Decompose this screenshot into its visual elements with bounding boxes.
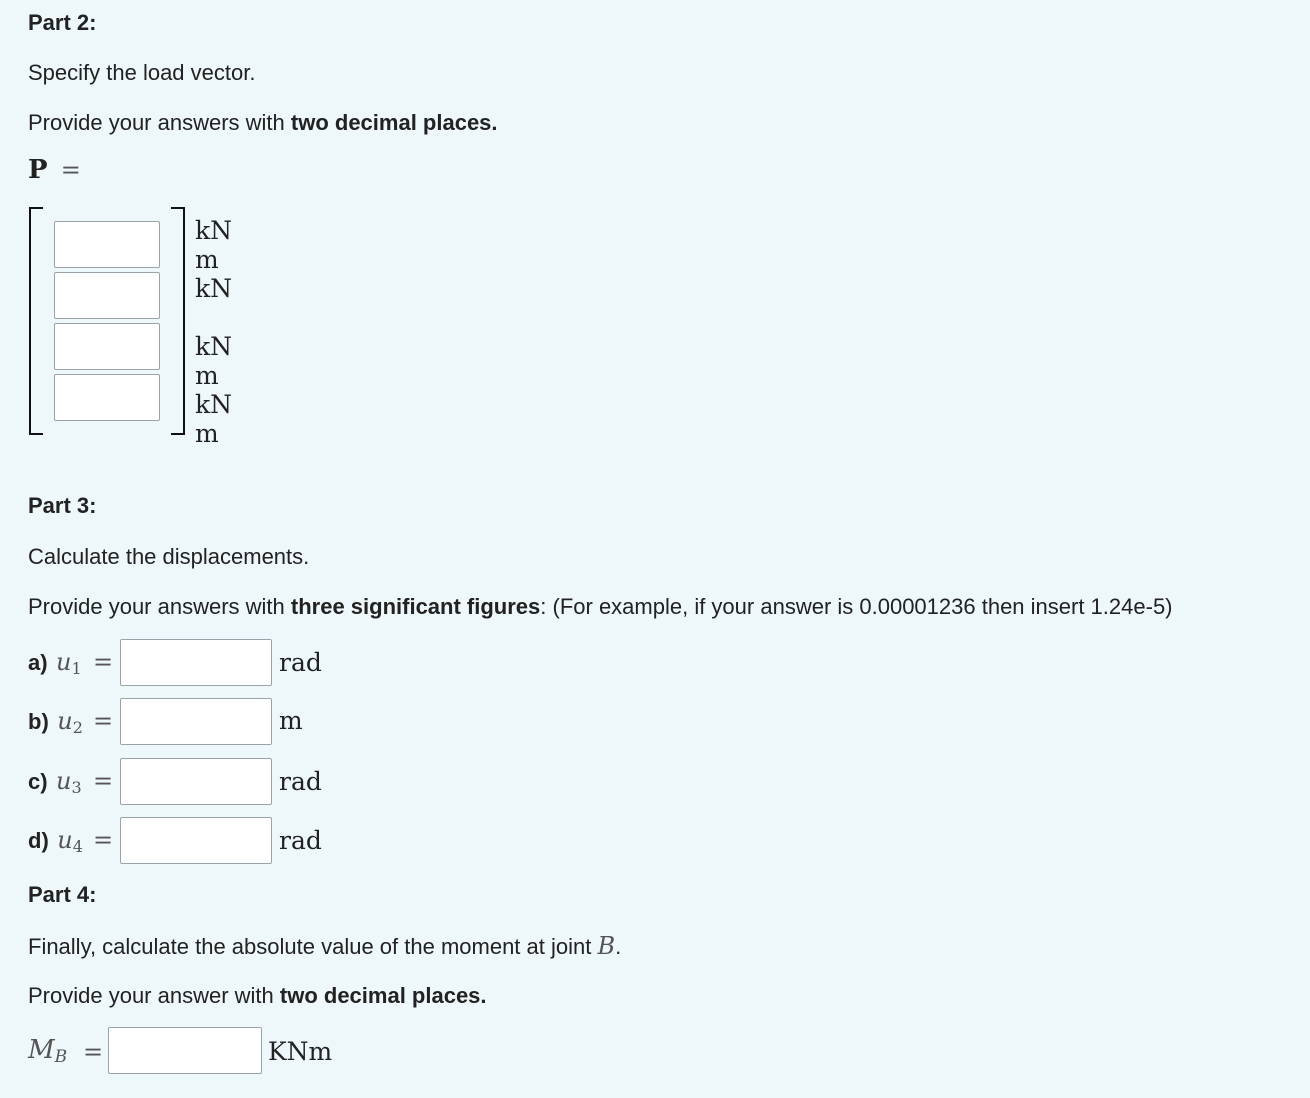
right-bracket-bottom (171, 433, 185, 435)
variable-subscript: 3 (71, 778, 82, 798)
vector-label (28, 154, 81, 185)
part4-heading: Part 4: (28, 882, 97, 907)
load-vector-unit-3: kN m (195, 332, 233, 390)
moment-input[interactable] (108, 1027, 262, 1074)
variable-subscript: 1 (71, 659, 82, 679)
u1-input[interactable] (120, 639, 272, 686)
precision-text: Provide your answers with (28, 594, 291, 619)
moment-label (28, 1035, 67, 1067)
load-vector-input-1[interactable] (54, 221, 160, 268)
precision-text: Provide your answer with (28, 983, 280, 1008)
variable-u: u (57, 707, 73, 735)
equals-sign: = (93, 767, 114, 795)
left-bracket (29, 207, 31, 435)
moment-unit: KNm (268, 1037, 333, 1066)
u4-unit: rad (279, 826, 322, 855)
precision-text: Provide your answers with (28, 110, 291, 135)
part2-instruction: Specify the load vector. (28, 60, 256, 85)
load-vector-input-3[interactable] (54, 323, 160, 370)
u3-input[interactable] (120, 758, 272, 805)
instruction-end: . (615, 934, 622, 959)
load-vector-unit-1: kN m (195, 216, 233, 274)
variable-subscript: 2 (72, 718, 83, 738)
variable-u: u (56, 767, 72, 795)
u1-unit: rad (279, 648, 322, 677)
part2-heading: Part 2: (28, 10, 97, 35)
equals-sign: = (93, 826, 114, 854)
precision-bold: two decimal places. (290, 110, 498, 135)
variable-u: u (56, 648, 72, 676)
variable-m: M (28, 1035, 55, 1065)
part2-precision (28, 110, 498, 136)
u2-unit: m (279, 706, 303, 735)
item-label: b) (28, 709, 49, 734)
displacement-row-u1 (28, 648, 82, 678)
precision-bold: three significant figures (290, 594, 541, 619)
load-vector-unit-4: kN m (195, 390, 233, 448)
part3-instruction: Calculate the displacements. (28, 544, 310, 569)
joint-variable: B (597, 932, 616, 960)
u2-input[interactable] (120, 698, 272, 745)
right-bracket-top (171, 207, 185, 209)
u4-input[interactable] (120, 817, 272, 864)
left-bracket-bottom (29, 433, 43, 435)
load-vector-input-4[interactable] (54, 374, 160, 421)
displacement-row-u3 (28, 767, 82, 797)
vector-equals: = (60, 156, 81, 184)
variable-subscript: 4 (72, 837, 83, 857)
right-bracket (183, 207, 185, 435)
equals-sign: = (93, 707, 114, 735)
vector-symbol: P (28, 155, 48, 185)
equals-sign: = (93, 648, 114, 676)
u3-unit: rad (279, 767, 322, 796)
part4-precision (28, 983, 487, 1009)
part4-instruction (28, 932, 621, 960)
displacement-row-u4 (28, 826, 83, 856)
item-label: d) (28, 828, 49, 853)
variable-subscript: B (54, 1047, 68, 1068)
item-label: a) (28, 650, 48, 675)
load-vector-input-2[interactable] (54, 272, 160, 319)
left-bracket-top (29, 207, 43, 209)
equals-sign: = (83, 1038, 104, 1066)
variable-u: u (57, 826, 73, 854)
part3-precision (28, 594, 1173, 620)
instruction-text: Finally, calculate the absolute value of the moment at joint (28, 934, 598, 959)
part3-heading: Part 3: (28, 493, 97, 518)
precision-example: : (For example, if your answer is 0.00001236 then insert 1.24e-5) (540, 594, 1173, 619)
displacement-row-u2 (28, 707, 83, 737)
precision-bold: two decimal places. (279, 983, 487, 1008)
item-label: c) (28, 769, 48, 794)
load-vector-unit-2: kN (195, 274, 233, 303)
